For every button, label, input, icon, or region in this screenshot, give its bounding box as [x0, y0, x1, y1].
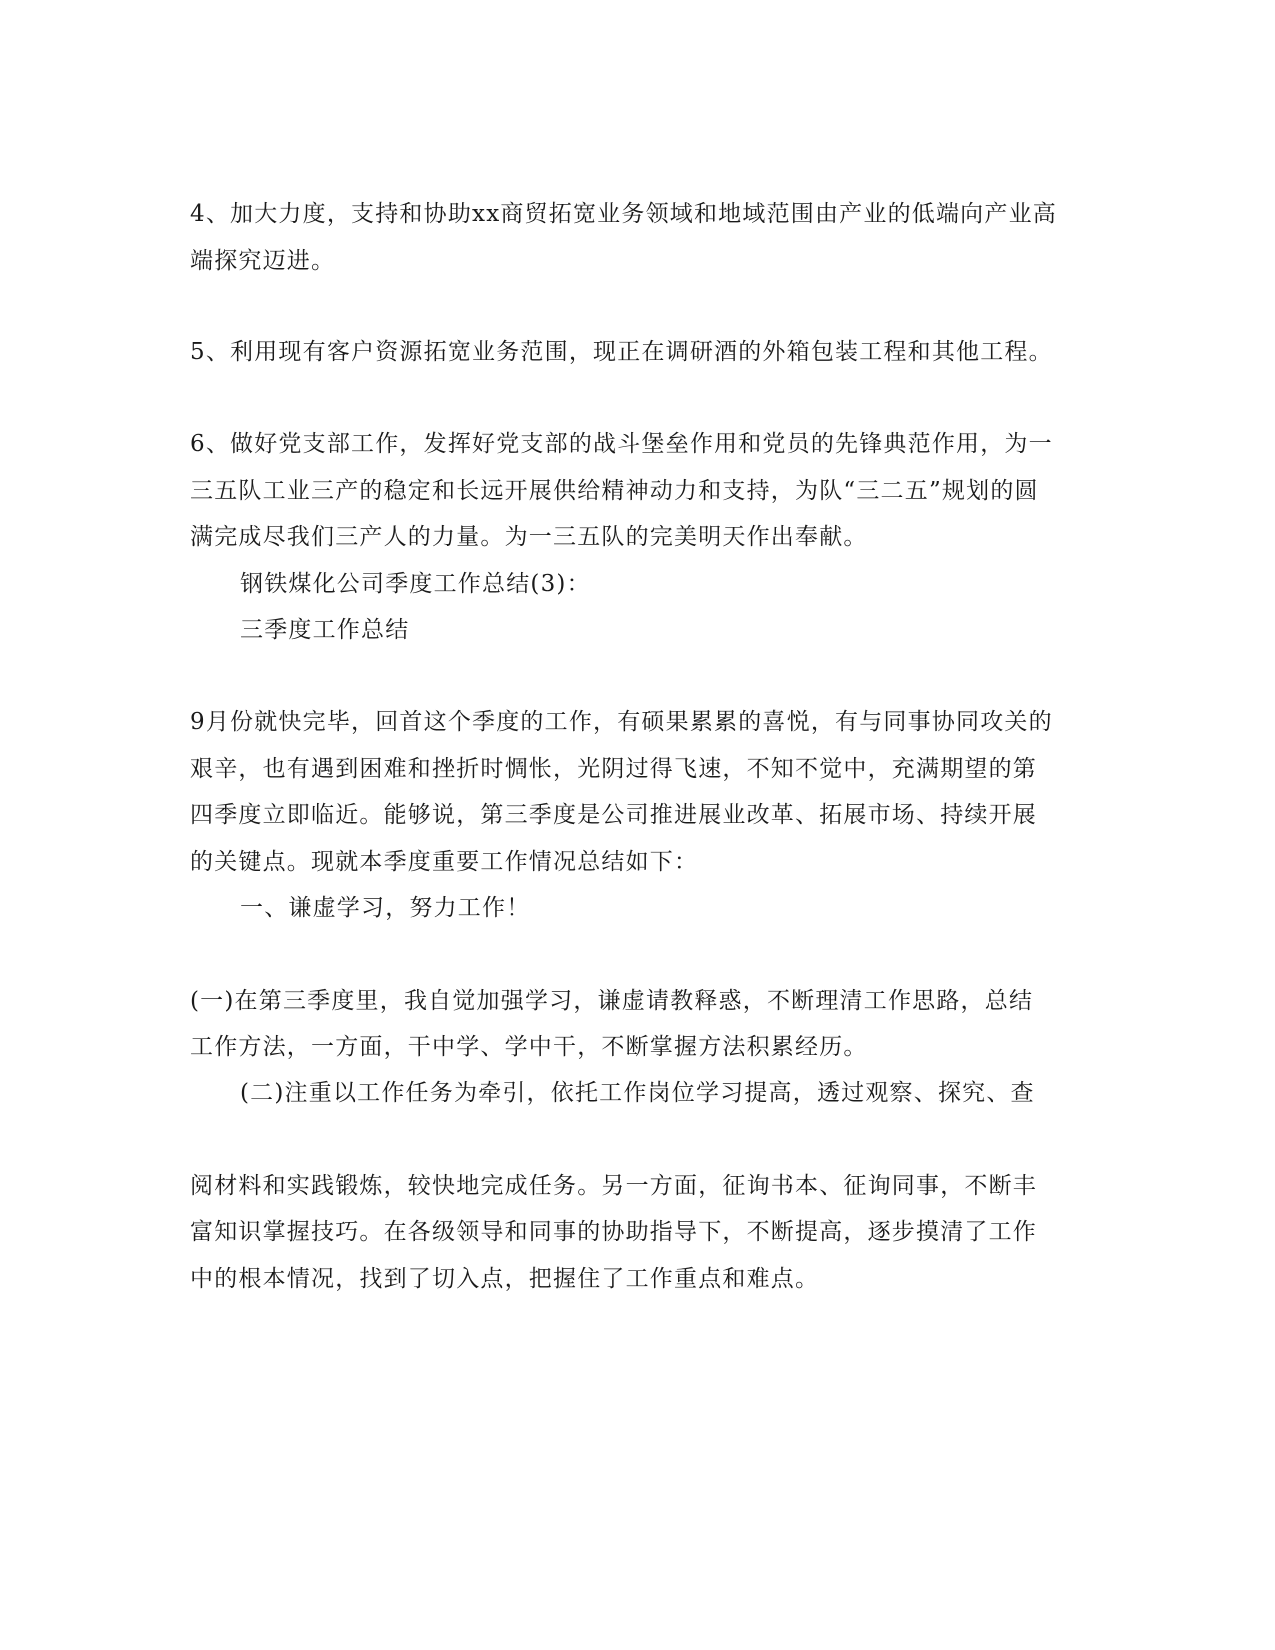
section-title: 钢铁煤化公司季度工作总结(3)： — [240, 571, 591, 597]
item6-line2: 三五队工业三产的稳定和长远开展供给精神动力和支持，为队“三二五”规划的圆 — [190, 478, 1039, 504]
intro-line2: 艰辛，也有遇到困难和挫折时惆怅，光阴过得飞速，不知不觉中，充满期望的第 — [190, 756, 1037, 782]
para3-line2: 富知识掌握技巧。在各级领导和同事的协助指导下，不断提高，逐步摸清了工作 — [190, 1219, 1037, 1245]
para1-line1: (一)在第三季度里，我自觉加强学习，谦虚请教释惑，不断理清工作思路，总结 — [190, 988, 1034, 1014]
intro-line1: 9月份就快完毕，回首这个季度的工作，有硕果累累的喜悦，有与同事协同攻关的 — [190, 709, 1053, 735]
para3-line3: 中的根本情况，找到了切入点，把握住了工作重点和难点。 — [190, 1266, 820, 1292]
para1-line2: 工作方法，一方面，干中学、学中干，不断掌握方法积累经历。 — [190, 1034, 868, 1060]
intro-line3: 四季度立即临近。能够说，第三季度是公司推进展业改革、拓展市场、持续开展 — [190, 802, 1037, 828]
subtitle: 三季度工作总结 — [240, 617, 410, 643]
item5-line1: 5、利用现有客户资源拓宽业务范围，现正在调研酒的外箱包装工程和其他工程。 — [190, 339, 1053, 365]
para2-line1: (二)注重以工作任务为牵引，依托工作岗位学习提高，透过观察、探究、查 — [240, 1080, 1035, 1106]
item4-line2: 端探究迈进。 — [190, 248, 336, 274]
item6-line1: 6、做好党支部工作，发挥好党支部的战斗堡垒作用和党员的先锋典范作用，为一 — [190, 431, 1053, 457]
item6-line3: 满完成尽我们三产人的力量。为一三五队的完美明天作出奉献。 — [190, 524, 868, 550]
para3-line1: 阅材料和实践锻炼，较快地完成任务。另一方面，征询书本、征询同事，不断丰 — [190, 1173, 1037, 1199]
intro-line4: 的关键点。现就本季度重要工作情况总结如下： — [190, 849, 699, 875]
item4-line1: 4、加大力度，支持和协助xx商贸拓宽业务领域和地域范围由产业的低端向产业高 — [190, 201, 1057, 227]
heading-1: 一、谦虚学习，努力工作！ — [240, 895, 531, 921]
